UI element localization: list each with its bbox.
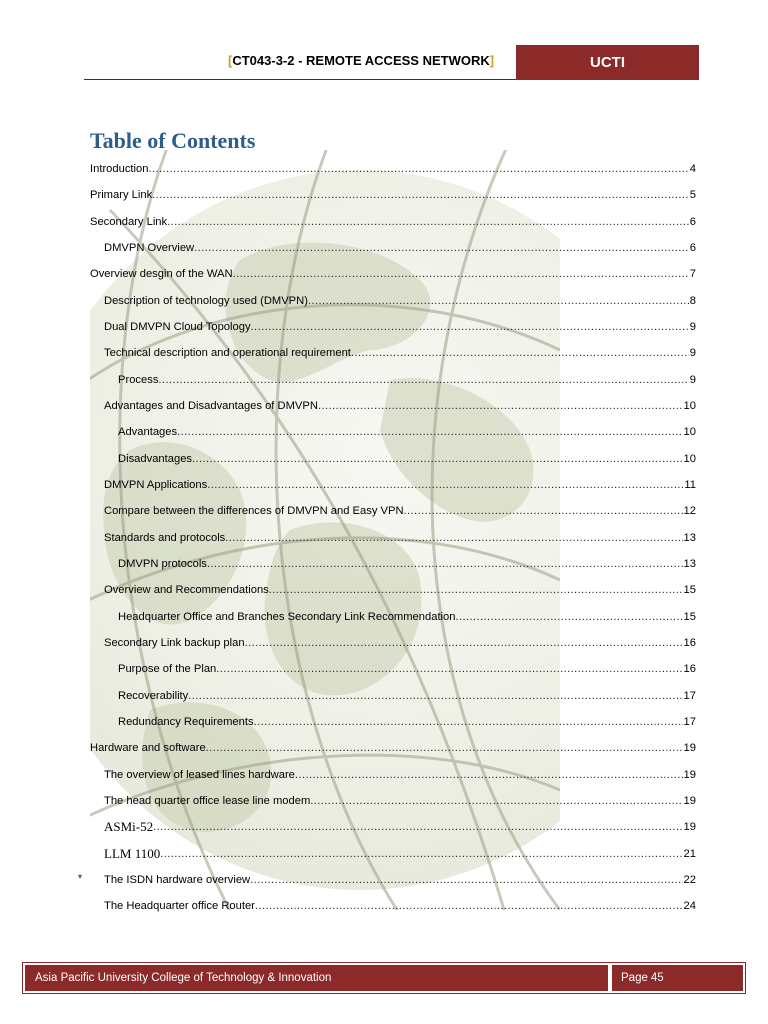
course-title: CT043-3-2 - REMOTE ACCESS NETWORK [232,53,490,68]
toc-entry-page: 16 [683,663,696,676]
toc-entry[interactable] [118,369,696,387]
toc-entry-label: Hardware and software [90,742,206,755]
toc-entry-label: Overview desgin of the WAN [90,268,233,281]
toc-entry-label: The overview of leased lines hardware [104,768,295,781]
toc-dot-leader [233,267,689,281]
institution-name: Asia Pacific University College of Technology & Innovation [25,965,608,991]
toc-entry[interactable] [118,685,696,703]
toc-dot-leader [308,294,689,308]
toc-dot-leader [160,847,682,861]
toc-dot-leader [177,425,682,439]
page-footer [22,962,746,994]
toc-entry-label: The ISDN hardware overview [104,873,251,886]
toc-entry-page: 12 [683,505,696,518]
toc-entry-page: 15 [683,610,696,623]
toc-entry[interactable] [104,474,696,492]
toc-entry[interactable] [104,342,696,360]
toc-entry-label: Standards and protocols [104,531,226,544]
toc-dot-leader [295,768,683,782]
toc-entry[interactable] [104,237,696,255]
toc-dot-leader [207,557,683,571]
toc-entry-page: 24 [683,900,696,913]
toc-entry-page: 6 [689,241,696,254]
toc-entry-page: 10 [683,399,696,412]
page-word: Page [621,972,648,984]
toc-dot-leader [310,794,682,808]
toc-entry[interactable] [104,869,696,887]
toc-entry-label: The Headquarter office Router [104,900,255,913]
toc-entry-label: Redundancy Requirements [118,715,254,728]
toc-dot-leader [152,188,689,202]
toc-dot-leader [250,873,682,887]
toc-entry-page: 19 [683,742,696,755]
toc-entry-label: Headquarter Office and Branches Secondary Link Recommendation [118,610,456,623]
toc-entry-label: Advantages and Disadvantages of DMVPN [104,399,318,412]
toc-entry-page: 7 [689,268,696,281]
toc-dot-leader [225,531,682,545]
toc-dot-leader [216,662,682,676]
toc-dot-leader [148,162,688,176]
ucti-badge [516,45,699,80]
toc-entry-label: Process [118,373,159,386]
toc-dot-leader [269,583,683,597]
toc-entry-page: 6 [689,215,696,228]
toc-entry[interactable] [90,184,696,202]
toc-entry-page: 15 [683,584,696,597]
toc-entry[interactable] [90,211,696,229]
toc-entry-page: 10 [683,426,696,439]
toc-entry[interactable] [104,579,696,597]
toc-entry-label: Overview and Recommendations [104,584,269,597]
toc-entry-page: 9 [689,320,696,333]
page-number: 45 [650,972,664,984]
toc-entry-page: 17 [683,715,696,728]
toc-entry-label: Purpose of the Plan [118,663,217,676]
toc-entry-page: 19 [683,768,696,781]
toc-entry[interactable] [118,421,696,439]
toc-entry[interactable] [90,158,696,176]
toc-entry[interactable] [104,632,696,650]
toc-dot-leader [255,899,683,913]
margin-mark: ▾ [78,872,83,881]
toc-entry-page: 4 [689,163,696,175]
toc-entry[interactable] [104,395,696,413]
toc-entry-label: Recoverability [118,689,189,702]
toc-entry[interactable] [118,658,696,676]
toc-dot-leader [404,504,683,518]
toc-entry[interactable] [104,790,696,808]
toc-entry-page: 19 [683,821,696,834]
toc-entry-label: DMVPN Overview [104,241,195,254]
toc-entry-page: 21 [683,847,696,860]
toc-entry-label: DMVPN Applications [104,478,208,491]
toc-entry[interactable] [90,263,696,281]
toc-entry[interactable] [104,843,696,861]
toc-entry-label: Secondary Link backup plan [104,636,245,649]
toc-dot-leader [207,478,683,492]
toc-dot-leader [455,610,682,624]
toc-entry-page: 8 [689,294,696,307]
ucti-badge-label: UCTI [590,54,625,71]
toc-entry-label: Advantages [118,426,178,439]
toc-dot-leader [254,715,683,729]
toc-dot-leader [194,241,689,255]
toc-entry[interactable] [104,895,696,913]
toc-entry-label: Secondary Link [90,215,168,228]
toc-entry-page: 13 [683,557,696,570]
toc-entry-label: Introduction [90,163,149,175]
toc-entry[interactable] [104,500,696,518]
page-number-box [612,965,743,991]
toc-entry[interactable] [118,711,696,729]
toc-dot-leader [318,399,683,413]
toc-dot-leader [167,215,689,229]
header-divider [84,79,517,80]
toc-entry-label: Disadvantages [118,452,193,465]
toc-dot-leader [251,320,689,334]
toc-entry-label: Compare between the differences of DMVPN and Easy VPN [104,505,404,518]
toc-entry-page: 10 [683,452,696,465]
toc-dot-leader [192,452,683,466]
toc-entry[interactable] [104,290,696,308]
toc-dot-leader [206,741,683,755]
toc-entry-label: ASMi-52 [104,819,154,835]
toc-entry-page: 5 [689,189,696,202]
toc-entry-label: LLM 1100 [104,845,161,861]
toc-dot-leader [153,820,682,834]
toc-entry-page: 22 [683,873,696,886]
toc-dot-leader [158,373,688,387]
toc-entry-page: 11 [684,478,696,491]
toc-entry-label: Primary Link [90,189,153,202]
toc-entry-label: DMVPN protocols [118,557,207,570]
document-header-title [228,53,494,68]
toc-entry[interactable] [118,553,696,571]
toc-entry[interactable] [118,606,696,624]
toc-entry[interactable] [118,448,696,466]
toc-entry[interactable] [104,316,696,334]
bracket-open: [ [228,53,233,68]
toc-entry-page: 9 [689,373,696,386]
toc-heading: Table of Contents [90,128,256,153]
toc-entry-page: 19 [683,794,696,807]
toc-entry[interactable] [104,764,696,782]
toc-entry-page: 17 [683,689,696,702]
toc-entry[interactable] [104,527,696,545]
toc-entry-label: Technical description and operational requirement [104,347,351,360]
toc-dot-leader [245,636,683,650]
toc-entry-label: Description of technology used (DMVPN) [104,294,308,307]
bracket-close: ] [489,53,495,68]
toc-entry-label: Dual DMVPN Cloud Topology [104,320,251,333]
toc-entry[interactable] [90,737,696,755]
toc-entry-label: The head quarter office lease line modem [104,794,311,807]
toc-entry-page: 13 [683,531,696,544]
toc-dot-leader [188,689,682,703]
toc-entry[interactable] [104,816,696,834]
toc-dot-leader [351,346,689,360]
toc-entry-page: 16 [683,636,696,649]
toc-entry-page: 9 [689,347,696,360]
